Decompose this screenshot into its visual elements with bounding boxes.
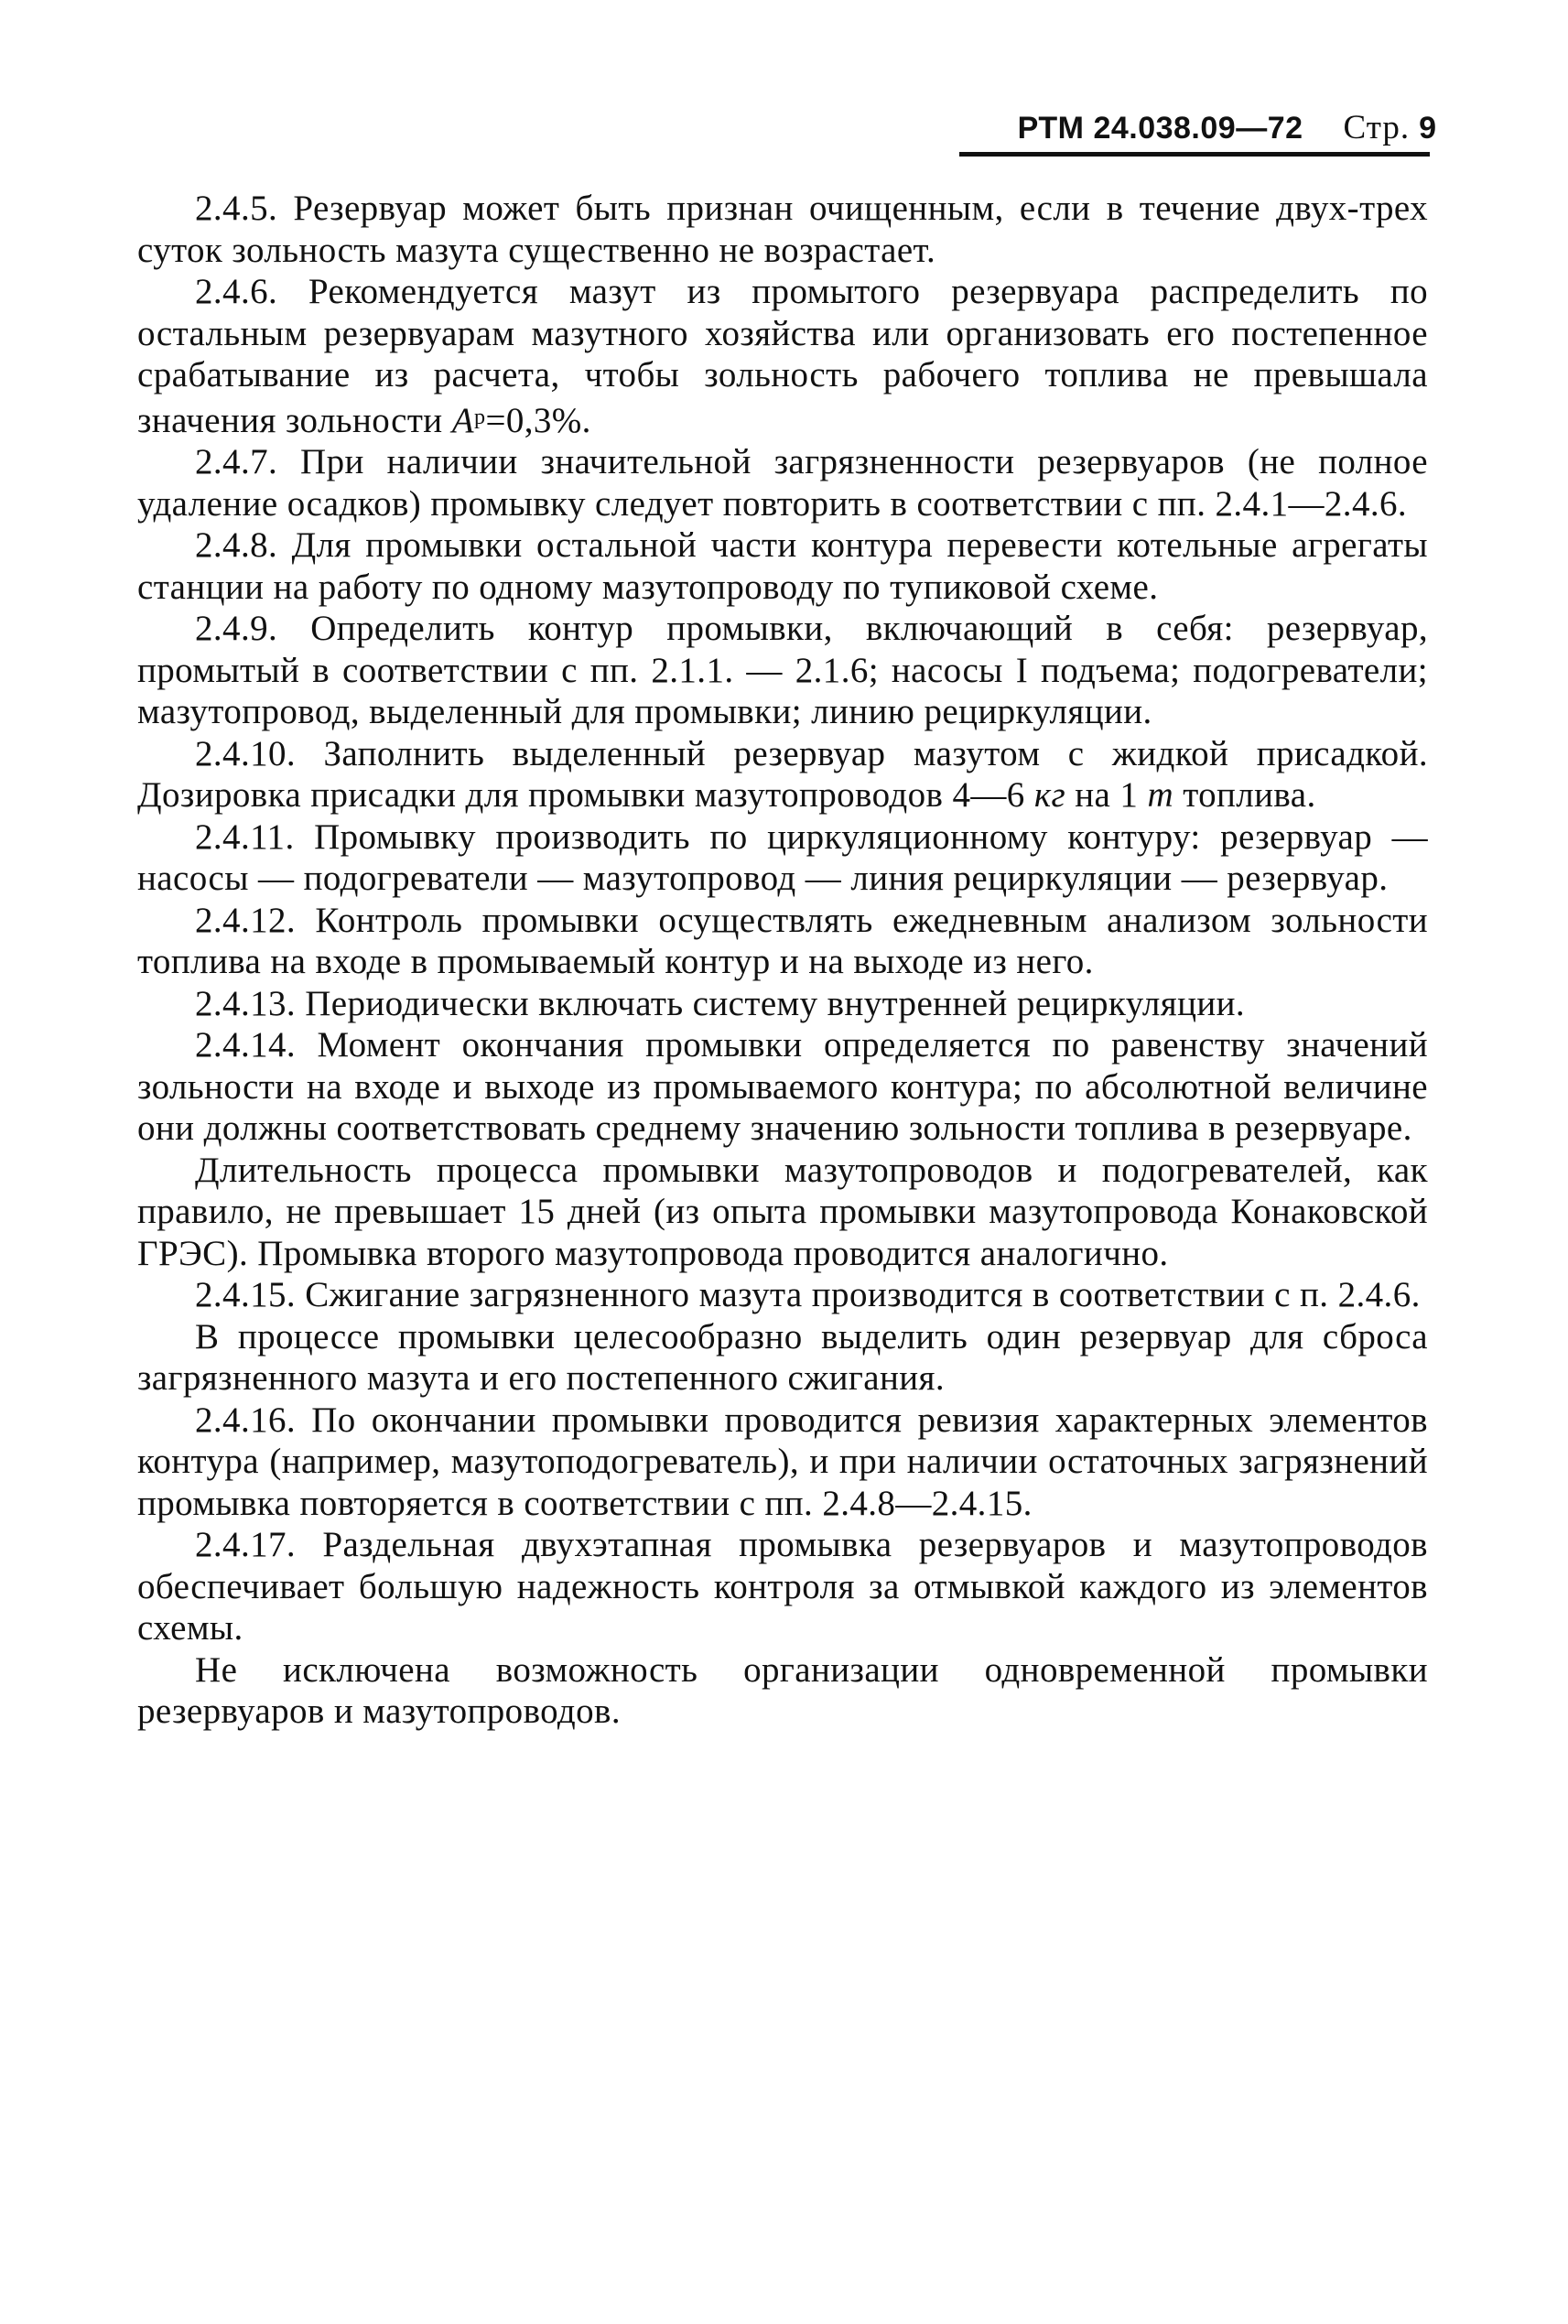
paragraph-final: Не исключена возможность организации одновременной промывки резервуаров и мазутопроводов. <box>137 1649 1428 1732</box>
paragraph-2-4-12: 2.4.12. Контроль промывки осуществлять ежедневным анализом зольности топлива на входе в промываемый контур и на выходе из него. <box>137 900 1428 982</box>
paragraph-2-4-10-on: на 1 <box>1075 775 1139 816</box>
page-header <box>915 92 1437 146</box>
paragraph-2-4-6 <box>137 271 1428 441</box>
paragraph-2-4-15: 2.4.15. Сжигание загрязненного мазута производится в соответствии с п. 2.4.6. <box>195 1275 1421 1315</box>
unit-t: т <box>1147 775 1174 816</box>
paragraph-2-4-14: 2.4.14. Момент окончания промывки определяется по равенству значений зольности на входе и выходе из промываемого контура; по абсолютной величине они должны соответствовать среднему значению зольности топлива в резервуаре. <box>137 1025 1428 1149</box>
ash-superscript: р <box>473 404 486 429</box>
page-label-text: Стр. <box>1343 109 1411 146</box>
document-code: РТМ 24.038.09—72 <box>1017 111 1303 146</box>
ash-symbol: A <box>451 400 474 440</box>
paragraph-duration: Длительность процесса промывки мазутопроводов и подогревателей, как правило, не превышает 15 дней (из опыта промывки мазутопровода Конаковской ГРЭС). Промывка второго мазутопровода проводится аналогично. <box>137 1150 1428 1273</box>
paragraph-2-4-10-text: 2.4.10. Заполнить выделенный резервуар мазутом с жидкой присадкой. Дозировка присадки для промывки мазутопроводов 4—6 <box>137 733 1428 816</box>
paragraph-2-4-9: 2.4.9. Определить контур промывки, включающий в себя: резервуар, промытый в соответствии с пп. 2.1.1. — 2.1.6; насосы I подъема; подогреватели; мазутопровод, выделенный для промывки; линию рециркуляции. <box>137 609 1428 732</box>
paragraph-2-4-16: 2.4.16. По окончании промывки проводится ревизия характерных элементов контура (например, мазутоподогреватель), и при наличии остаточных загрязнений промывка повторяется в соответствии с пп. 2.4.8—2.4.15. <box>137 1400 1428 1523</box>
paragraph-2-4-7: 2.4.7. При наличии значительной загрязненности резервуаров (не полное удаление осадков) промывку следует повторить в соответствии с пп. 2.4.1—2.4.6. <box>137 442 1428 524</box>
paragraph-2-4-6-text: 2.4.6. Рекомендуется мазут из промытого резервуара распределить по остальным резервуарам мазутного хозяйства или организовать его постепенное срабатывание из расчета, чтобы зольность рабочего топлива не превышала значения зольности <box>137 272 1428 440</box>
page-number: 9 <box>1419 111 1437 146</box>
paragraph-2-4-11: 2.4.11. Промывку производить по циркуляционному контуру: резервуар — насосы — подогреватели — мазутопровод — линия рециркуляции — резервуар. <box>137 816 1428 899</box>
paragraph-2-4-10-end: топлива. <box>1183 775 1316 816</box>
page-label <box>1344 110 1437 146</box>
document-body <box>137 188 1428 1733</box>
unit-kg: кг <box>1033 775 1066 816</box>
header-rule <box>959 152 1430 157</box>
paragraph-2-4-13: 2.4.13. Периодически включать систему внутренней рециркуляции. <box>195 983 1246 1023</box>
paragraph-2-4-8: 2.4.8. Для промывки остальной части контура перевести котельные агрегаты станции на работу по одному мазутопроводу по тупиковой схеме. <box>137 525 1428 607</box>
ash-value: =0,3%. <box>485 400 591 440</box>
paragraph-reservoir: В процессе промывки целесообразно выделить один резервуар для сброса загрязненного мазута и его постепенного сжигания. <box>137 1316 1428 1399</box>
paragraph-2-4-10 <box>137 733 1428 816</box>
paragraph-2-4-17: 2.4.17. Раздельная двухэтапная промывка резервуаров и мазутопроводов обеспечивает большую надежность контроля за отмывкой каждого из элементов схемы. <box>137 1525 1428 1648</box>
paragraph-2-4-5: 2.4.5. Резервуар может быть признан очищенным, если в течение двух-трех суток зольность мазута существенно не возрастает. <box>137 189 1428 270</box>
